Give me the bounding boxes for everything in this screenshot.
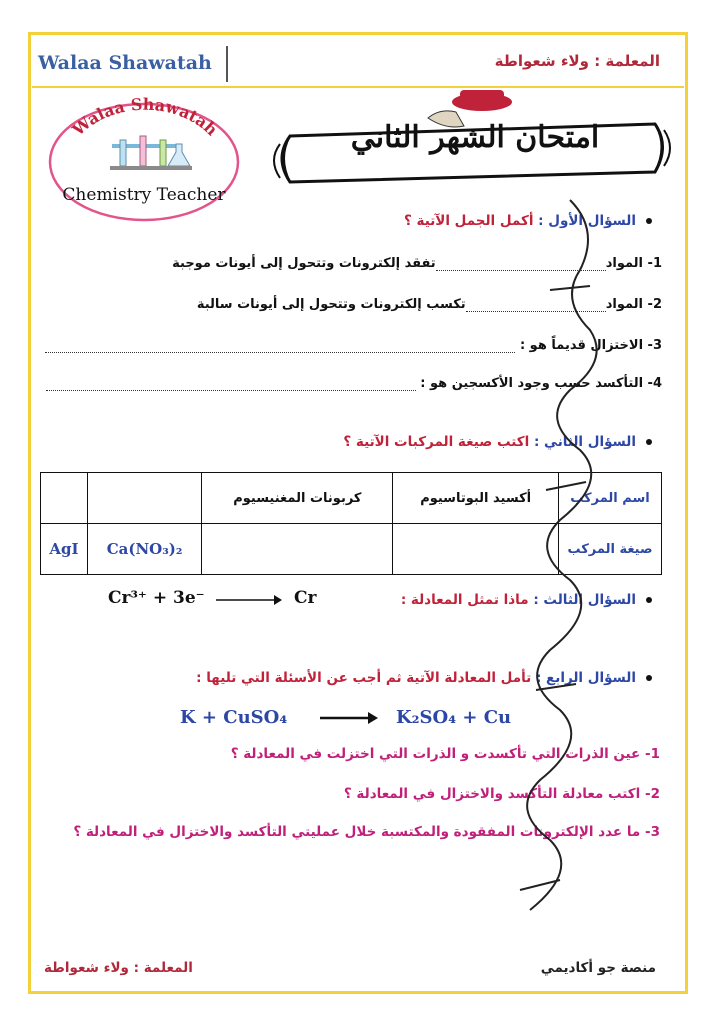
q3-heading: السؤال الثالث : ماذا تمثل المعادلة : (401, 592, 652, 608)
arrow-icon (214, 592, 284, 608)
bullet-icon (646, 218, 652, 224)
q1-heading: السؤال الأول : أكمل الجمل الآتية ؟ (404, 213, 652, 229)
compound-name-cell: كربونات المغنيسيوم (202, 473, 393, 524)
q4-question-2: 2- اكتب معادلة التأكسد والاختزال في المعادلة ؟ (343, 786, 660, 802)
footer-platform: منصة جو أكاديمي (540, 960, 656, 976)
row-label-formula: صيغة المركب (559, 524, 662, 575)
q1-item-1: 1- الموادتفقد إلكترونات وتتحول إلى أيونات موجبة (172, 256, 662, 271)
logo-subtitle: Chemistry Teacher (62, 185, 226, 205)
logo-arc-text: Walaa Shawatah (68, 94, 222, 140)
q1-item-4: 4- التأكسد حسب وجود الأكسجين هو : (46, 376, 662, 391)
compound-name-cell (41, 473, 88, 524)
exam-title: امتحان الشهر الثاني (350, 120, 600, 155)
footer-teacher: المعلمة : ولاء شعواطة (44, 960, 193, 976)
svg-text:Walaa Shawatah (68, 95, 222, 140)
q4-heading: السؤال الرابع : تأمل المعادلة الآتية ثم أجب عن الأسئلة التي تليها : (196, 670, 652, 686)
flask-icon (110, 136, 192, 170)
q4-question-3: 3- ما عدد الإلكترونات المفقودة والمكتسبة خلال عمليتي التأكسد والاختزال في المعادلة ؟ (73, 824, 660, 840)
q3-equation-right: Cr (294, 588, 317, 608)
bullet-icon (646, 597, 652, 603)
q1-item-3: 3- الاختزال قديماً هو : (45, 338, 662, 353)
bullet-icon (646, 675, 652, 681)
header-brand: Walaa Shawatah (38, 52, 212, 74)
header-teacher: المعلمة : ولاء شعواطة (494, 52, 660, 70)
chemistry-teacher-logo (44, 92, 244, 224)
header-divider (226, 46, 228, 82)
q2-heading: السؤال الثاني : اكتب صيغة المركبات الآتية ؟ (343, 434, 652, 450)
formula-cell: Ca(NO₃)₂ (87, 524, 202, 575)
compound-name-cell: أكسيد البوتاسيوم (393, 473, 559, 524)
formula-cell: AgI (41, 524, 88, 575)
q4-equation-left: K + CuSO₄ (180, 707, 288, 728)
compound-name-cell (87, 473, 202, 524)
row-label-name: اسم المركب (559, 473, 662, 524)
formula-cell (202, 524, 393, 575)
q4-question-1: 1- عين الذرات التي تأكسدت و الذرات التي اختزلت في المعادلة ؟ (230, 746, 660, 762)
bullet-icon (646, 439, 652, 445)
handwritten-signature (450, 190, 610, 950)
q1-item-2: 2- الموادتكسب إلكترونات وتتحول إلى أيونات سالبة (196, 297, 662, 312)
q4-equation-right: K₂SO₄ + Cu (396, 707, 512, 728)
arrow-icon (318, 710, 380, 726)
q3-equation-left: Cr³⁺ + 3e⁻ (108, 588, 205, 608)
